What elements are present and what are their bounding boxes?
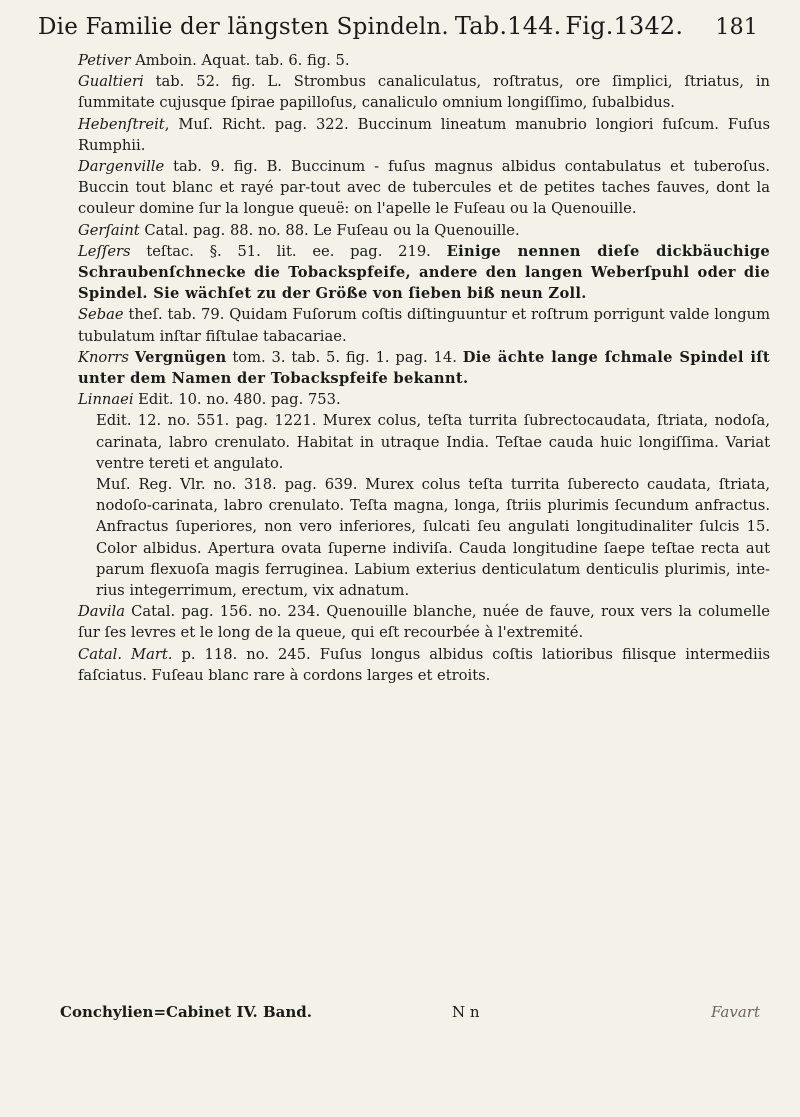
plate-reference: Tab.144.: [454, 12, 562, 40]
page-footer: [60, 1003, 770, 1021]
entry-author: Catal. Mart.: [78, 645, 173, 663]
entry-german-quote: Die ächte lange ſchmale Spindel iſt unter dem Namen der Tobackspfeife bekannt.: [78, 348, 770, 388]
bibliography-entry: [38, 601, 770, 643]
entry-author: Leſſers: [78, 242, 131, 260]
footer-volume: Conchylien=Cabinet IV. Band.: [60, 1003, 312, 1021]
entry-author: Petiver: [78, 52, 131, 69]
entry-text: Amboin. Aquat. tab. 6. fig. 5.: [130, 52, 350, 69]
bibliography-entry: [38, 220, 770, 241]
page-number: 181: [715, 15, 758, 40]
entry-text: p. 118. no. 245. Fuſus longus albidus coſtis latioribus filisque intermediis faſciatus. Fuſeau blanc rare à cordons larges et etroits.: [78, 645, 770, 684]
bibliography-entry: [38, 71, 770, 113]
entry-text: Muſ. Reg. Vlr. no. 318. pag. 639. Murex colus teſta turrita ſuberecto caudata, ſtriata, nodoſo-carinata, labro crenulato. Teſta magna, longa, ſtriis plurimis ſecundum anfractus. Anfractus ſuperiores, non vero inferiores, ſulcati ſeu angulati longitudinaliter ſulcis 15. Color albidus. Apertura ovata ſuperne indiviſa. Cauda longitudine ſaepe teſtae recta aut parum flexuoſa magis ferruginea. Labium exterius denticulatum denticulis plurimis, interius integerrimum, erectum, vix adnatum.: [96, 476, 770, 600]
entry-text: tab. 52. fig. L. Strombus canaliculatus, roſtratus, ore ſimplici, ſtriatus, in ſummitate cujusque ſpirae papilloſus, canaliculo omnium longiſſimo, ſubalbidus.: [78, 73, 770, 112]
bibliography-entry: [38, 474, 770, 601]
entry-text: teſtac. §. 51. lit. ee. pag. 219.: [130, 242, 447, 260]
entry-author: Dargenville: [78, 158, 165, 176]
signature-mark: N n: [451, 1003, 480, 1021]
entry-text: tab. 9. fig. B. Buccinum - fuſus magnus albidus contabulatus et tuberoſus. Buccin tout blanc et rayé par-tout avec de tubercules et de petites taches fauves, dont la couleur domine ſur la longue queuë: on l'apelle le Fuſeau ou la Quenouille.: [78, 158, 770, 218]
figure-reference: Fig.1342.: [565, 12, 684, 40]
bibliography-entry: [38, 644, 770, 686]
running-title: Die Familie der längsten Spindeln.: [38, 14, 449, 40]
catchword: Favart: [711, 1003, 760, 1021]
entry-author: Davila: [78, 603, 125, 621]
bibliography-entry: [38, 241, 770, 305]
bibliography-entry: [38, 114, 770, 156]
entry-text: Edit. 12. no. 551. pag. 1221. Murex colus, teſta turrita ſubrectocaudata, ſtriata, nodoſa, carinata, labro crenulato. Habitat in utraque India. Teſtae cauda huic longiſſima. Variat ventre tereti et angulato.: [96, 412, 770, 472]
bibliography-entry: [38, 50, 770, 71]
bibliography-entry: [38, 347, 770, 389]
entry-text-continued: tom. 3. tab. 5. fig. 1. pag. 14.: [226, 348, 463, 366]
entry-author: Gerſaint: [78, 221, 140, 239]
bibliography-entries: [38, 50, 770, 686]
entry-author: Linnaei: [78, 391, 134, 409]
entry-author: Hebenſtreit: [78, 115, 165, 133]
entry-text: Edit. 10. no. 480. pag. 753.: [133, 391, 341, 409]
entry-author: Gualtieri: [78, 73, 144, 91]
bibliography-entry: [38, 304, 770, 346]
entry-text: , Muſ. Richt. pag. 322. Buccinum lineatum manubrio longiori fuſcum. Fuſus Rumphii.: [78, 115, 770, 154]
bibliography-entry: [38, 156, 770, 220]
bibliography-entry: [38, 410, 770, 474]
entry-author: Sebae: [78, 306, 124, 324]
entry-author: Knorrs: [78, 348, 129, 366]
entry-text: theſ. tab. 79. Quidam Fuſorum coſtis diſtinguuntur et roſtrum porrigunt valde longum tubulatum inſtar fiſtulae tabacariae.: [78, 306, 770, 345]
entry-fraktur-title: Vergnügen: [134, 348, 227, 366]
entry-text: Catal. pag. 88. no. 88. Le Fuſeau ou la Quenouille.: [139, 221, 520, 239]
entry-german-quote: Einige nennen dieſe dickbäuchige Schraubenſchnecke die Tobackspfeife, andere den langen Weberſpuhl oder die Spindel. Sie wächſet zu der Größe von ſieben biß neun Zoll.: [78, 242, 770, 303]
entry-text: Catal. pag. 156. no. 234. Quenouille blanche, nuée de fauve, roux vers la columelle ſur ſes levres et le long de la queue, qui eſt recourbée à l'extremité.: [78, 603, 770, 642]
page-header: [38, 12, 770, 50]
bibliography-entry: [38, 389, 770, 410]
